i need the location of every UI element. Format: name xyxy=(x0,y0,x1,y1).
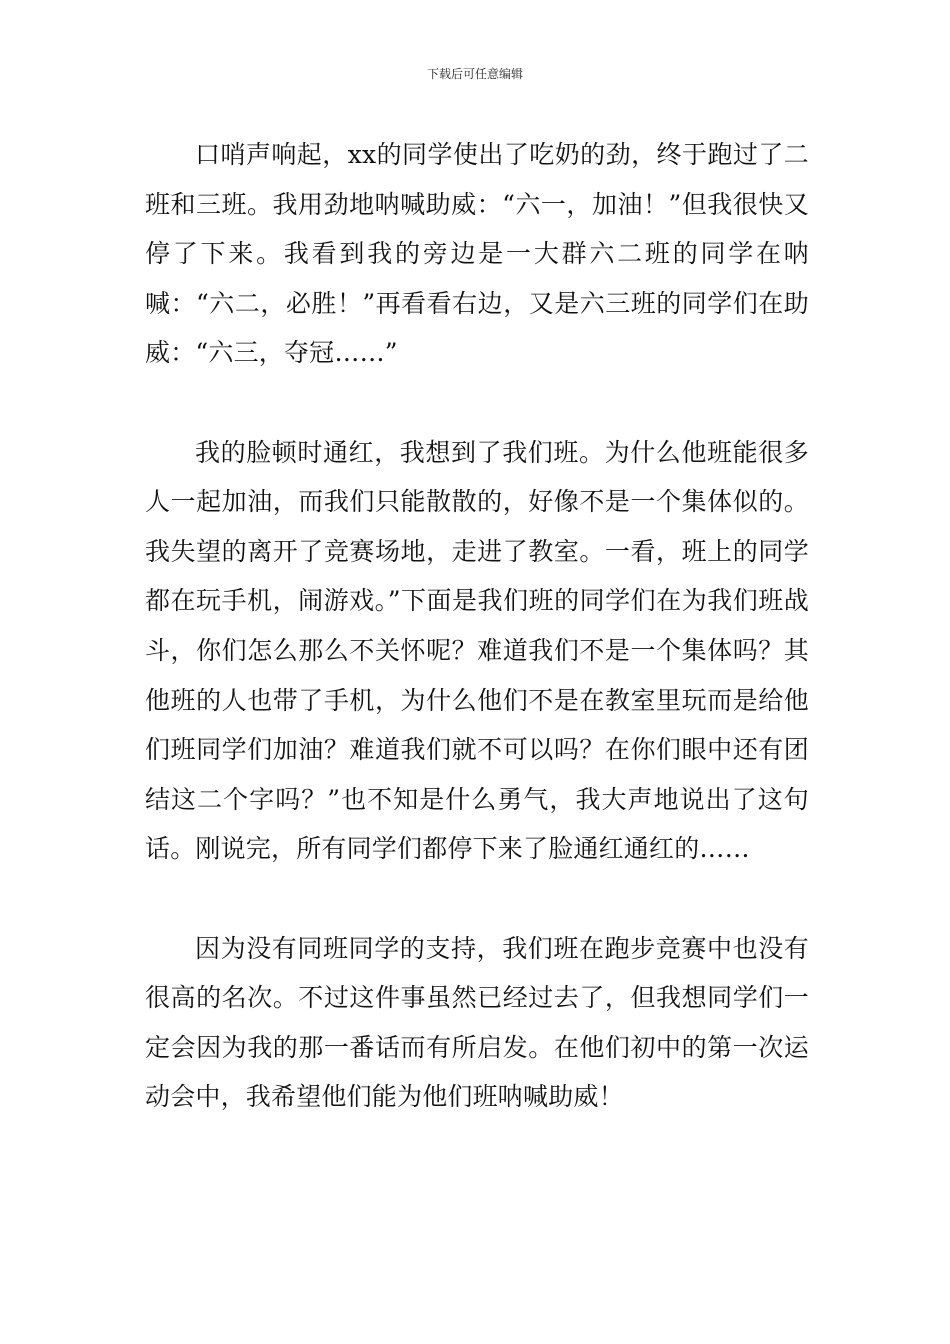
document-body xyxy=(145,130,809,1122)
paragraph-3: 因为没有同班同学的支持，我们班在跑步竞赛中也没有很高的名次。不过这件事虽然已经过去了，但我想同学们一定会因为我的那一番话而有所启发。在他们初中的第一次运动会中，我希望他们能为他们班呐喊助威！ xyxy=(145,933,809,1112)
paragraph-1: 口哨声响起，xx的同学使出了吃奶的劲，终于跑过了二班和三班。我用劲地呐喊助威：“六一，加油！”但我很快又停了下来。我看到我的旁边是一大群六二班的同学在呐喊：“六二，必胜！”再看看右边，又是六三班的同学们在助威：“六三，夺冠……” xyxy=(145,140,809,368)
page-header: 下载后可任意编辑 xyxy=(426,67,523,81)
paragraph-2: 我的脸顿时通红，我想到了我们班。为什么他班能很多人一起加油，而我们只能散散的，好像不是一个集体似的。我失望的离开了竞赛场地，走进了教室。一看，班上的同学都在玩手机，闹游戏。”下面是我们班的同学们在为我们班战斗，你们怎么那么不关怀呢？难道我们不是一个集体吗？其他班的人也带了手机，为什么他们不是在教室里玩而是给他们班同学们加油？难道我们就不可以吗？在你们眼中还有团结这二个字吗？”也不知是什么勇气，我大声地说出了这句话。刚说完，所有同学们都停下来了脸通红通红的…… xyxy=(145,437,809,864)
